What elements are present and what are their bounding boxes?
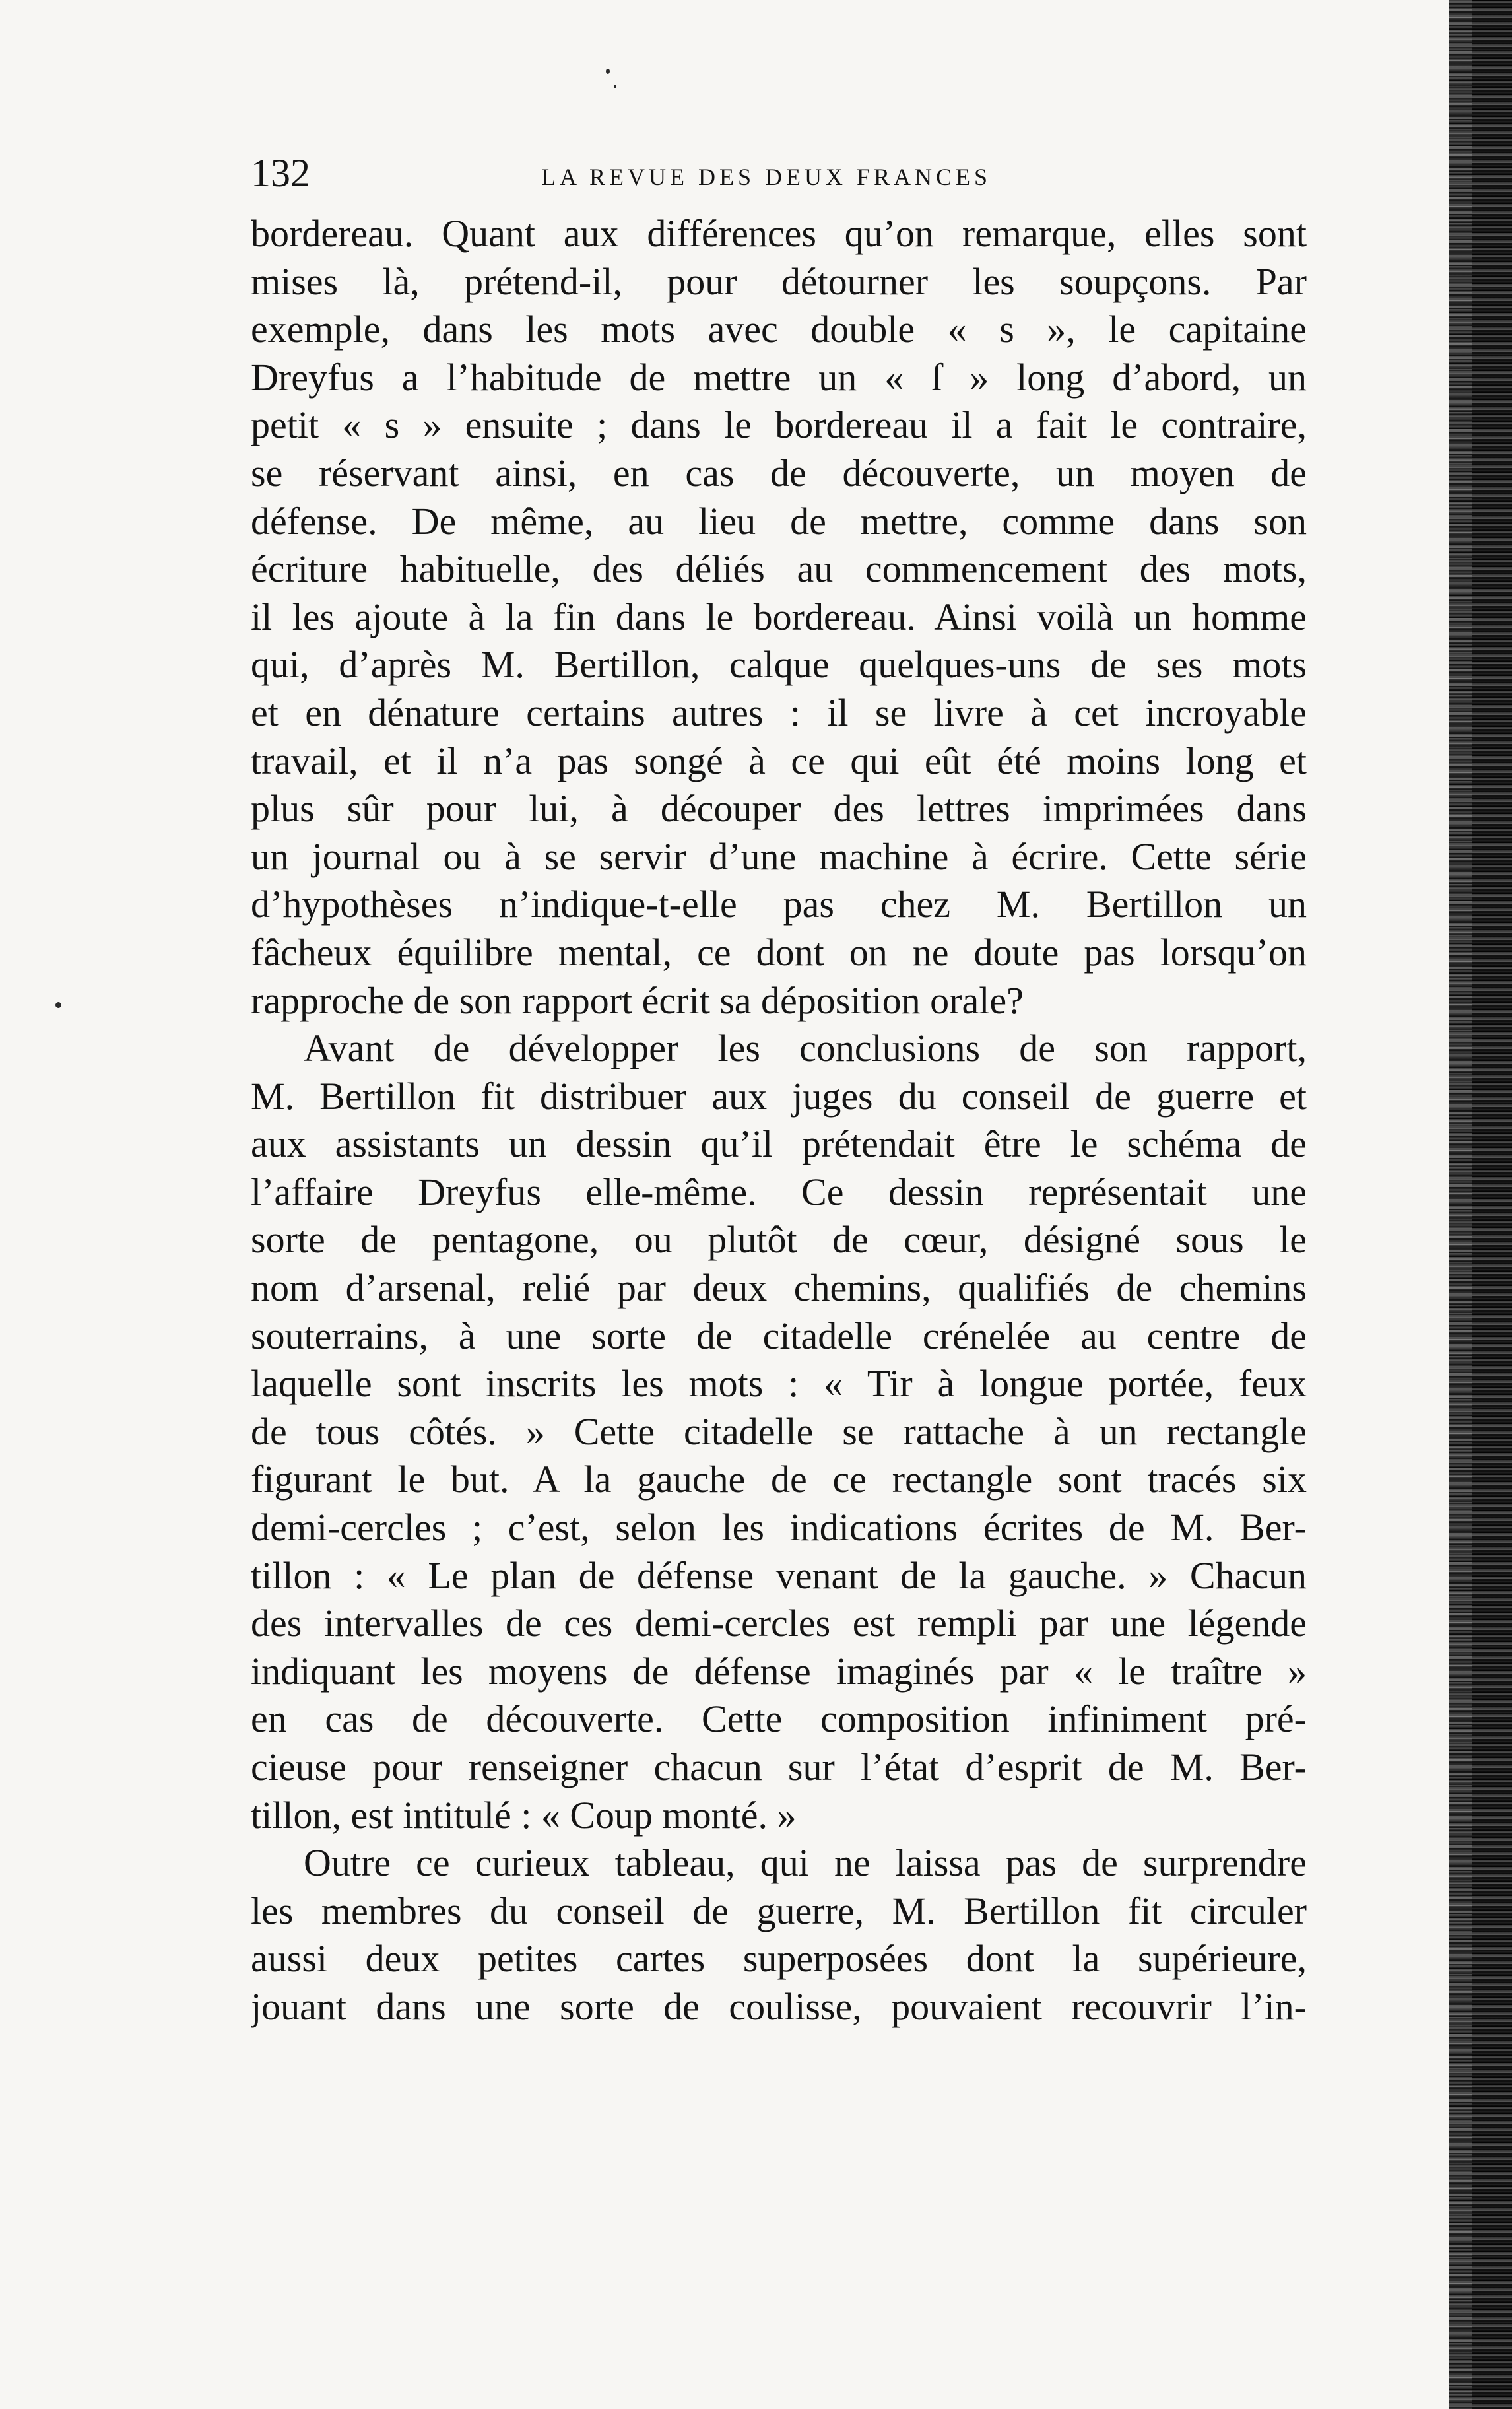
text-line: nom d’arsenal, relié par deux chemins, qualifiés de chemins xyxy=(251,1266,1307,1310)
text-line: indiquant les moyens de défense imaginés par « le traître » xyxy=(251,1649,1307,1693)
text-line: tillon : « Le plan de défense venant de la gauche. » Chacun xyxy=(251,1553,1307,1597)
text-line: fâcheux équilibre mental, ce dont on ne doute pas lorsqu’on xyxy=(251,930,1307,974)
text-line: figurant le but. A la gauche de ce rectangle sont tracés six xyxy=(251,1458,1307,1501)
body-text xyxy=(251,210,1307,2031)
text-line: se réservant ainsi, en cas de découverte, un moyen de xyxy=(251,451,1307,494)
text-line: exemple, dans les mots avec double « s », le capitaine xyxy=(251,308,1307,351)
text-line: écriture habituelle, des déliés au commencement des mots, xyxy=(251,547,1307,591)
page-number: 132 xyxy=(251,151,310,195)
text-line: petit « s » ensuite ; dans le bordereau il a fait le contraire, xyxy=(251,403,1307,447)
text-line: bordereau. Quant aux différences qu’on remarque, elles sont xyxy=(251,212,1307,255)
text-line: plus sûr pour lui, à découper des lettres imprimées dans xyxy=(251,787,1307,831)
text-line: cieuse pour renseigner chacun sur l’état d’esprit de M. Ber- xyxy=(251,1746,1307,1788)
text-line: M. Bertillon fit distribuer aux juges du conseil de guerre et xyxy=(251,1074,1307,1118)
text-line: défense. De même, au lieu de mettre, comme dans son xyxy=(251,499,1307,543)
text-line: jouant dans une sorte de coulisse, pouvaient recouvrir l’in- xyxy=(251,1985,1307,2028)
text-line: aussi deux petites cartes superposées dont la supérieure, xyxy=(251,1937,1307,1981)
ink-speck xyxy=(606,69,610,74)
text-line: Dreyfus a l’habitude de mettre un « ſ » long d’abord, un xyxy=(251,355,1307,399)
text-line: souterrains, à une sorte de citadelle crénelée au centre de xyxy=(251,1314,1307,1357)
ink-speck xyxy=(614,85,616,88)
text-line: rapproche de son rapport écrit sa déposition orale? xyxy=(251,978,1024,1022)
ink-speck xyxy=(55,1002,61,1008)
text-line: sorte de pentagone, ou plutôt de cœur, désigné sous le xyxy=(251,1218,1307,1262)
text-line: un journal ou à se servir d’une machine à écrire. Cette série xyxy=(251,834,1307,878)
text-line: et en dénature certains autres : il se livre à cet incroyable xyxy=(251,691,1307,734)
text-line: tillon, est intitulé : « Coup monté. » xyxy=(251,1793,797,1837)
text-line: des intervalles de ces demi-cercles est rempli par une légende xyxy=(251,1602,1307,1645)
text-line: demi-cercles ; c’est, selon les indications écrites de M. Ber- xyxy=(251,1506,1307,1549)
text-line: mises là, prétend-il, pour détourner les soupçons. Par xyxy=(251,259,1307,303)
text-line: laquelle sont inscrits les mots : « Tir à longue portée, feux xyxy=(251,1362,1307,1406)
scanned-page-edge-texture xyxy=(1449,0,1472,2409)
text-line: d’hypothèses n’indique-t-elle pas chez M. Bertillon un xyxy=(251,883,1307,926)
text-line: Avant de développer les conclusions de son rapport, xyxy=(304,1027,1307,1070)
text-line: les membres du conseil de guerre, M. Bertillon fit circuler xyxy=(251,1889,1307,1932)
running-head: LA REVUE DES DEUX FRANCES xyxy=(541,164,992,190)
text-line: aux assistants un dessin qu’il prétendait être le schéma de xyxy=(251,1122,1307,1166)
text-line: en cas de découverte. Cette composition infiniment pré- xyxy=(251,1697,1307,1741)
text-line: il les ajoute à la fin dans le bordereau. Ainsi voilà un homme xyxy=(251,595,1307,638)
page-header xyxy=(251,147,1320,199)
text-line: de tous côtés. » Cette citadelle se rattache à un rectangle xyxy=(251,1409,1307,1453)
text-line: travail, et il n’a pas songé à ce qui eût été moins long et xyxy=(251,739,1307,782)
text-line: l’affaire Dreyfus elle-même. Ce dessin représentait une xyxy=(251,1170,1307,1213)
text-line: qui, d’après M. Bertillon, calque quelques-uns de ses mots xyxy=(251,643,1307,687)
text-line: Outre ce curieux tableau, qui ne laissa pas de surprendre xyxy=(304,1841,1307,1885)
